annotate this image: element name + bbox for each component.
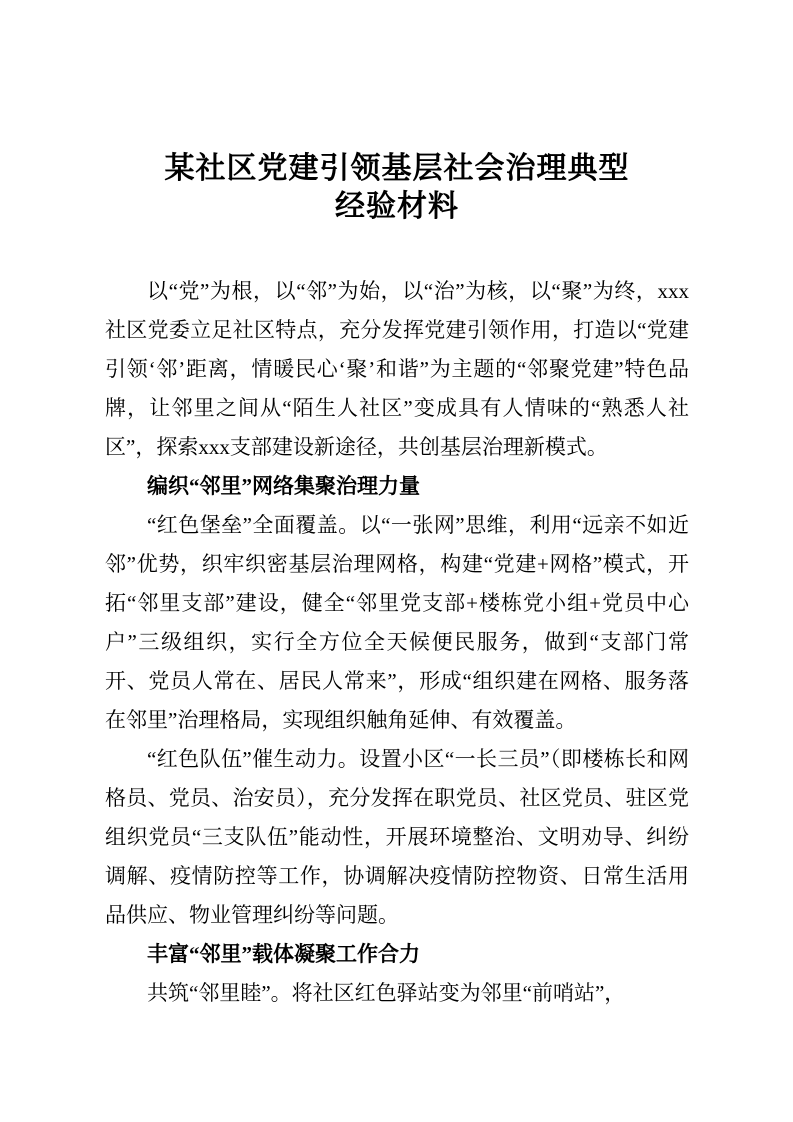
document-title [105,150,689,226]
document-title-line-1: 某社区党建引领基层社会治理典型 [164,152,630,185]
paragraph-intro: 以“党”为根，以“邻”为始，以“治”为核，以“聚”为终，xxx社区党委立足社区特点，充分发挥党建引领作用，打造以“党建引领‘邻’距离，情暖民心‘聚’和谐”为主题的“邻聚党建”特色品牌，让邻里之间从“陌生人社区”变成具有人情味的“熟悉人社区”，探索xxx支部建设新途径，共创基层治理新模式。 [105,279,689,459]
document-title-line-2: 经验材料 [335,190,459,223]
paragraph-red-team: “红色队伍”催生动力。设置小区“一长三员”（即楼栋长和网格员、党员、治安员），充分发挥在职党员、社区党员、驻区党组织党员“三支队伍”能动性，开展环境整治、文明劝导、纠纷调解、疫情防控等工作，协调解决疫情防控物资、日常生活用品供应、物业管理纠纷等问题。 [105,747,689,927]
section-heading-network-governance: 编织“邻里”网络集聚治理力量 [147,474,420,498]
paragraph-neighbor-harmony: 共筑“邻里睦”。将社区红色驿站变为邻里“前哨站”， [147,981,626,1005]
paragraph-red-fortress: “红色堡垒”全面覆盖。以“一张网”思维，利用“远亲不如近邻”优势，织牢织密基层治理网格，构建“党建+网格”模式，开拓“邻里支部”建设，健全“邻里党支部+楼栋党小组+党员中心户”三级组织，实行全方位全天候便民服务，做到“支部门常开、党员人常在、居民人常来”，形成“组织建在网格、服务落在邻里”治理格局，实现组织触角延伸、有效覆盖。 [105,513,689,732]
section-heading-carrier-cohesion: 丰富“邻里”载体凝聚工作合力 [147,942,420,966]
